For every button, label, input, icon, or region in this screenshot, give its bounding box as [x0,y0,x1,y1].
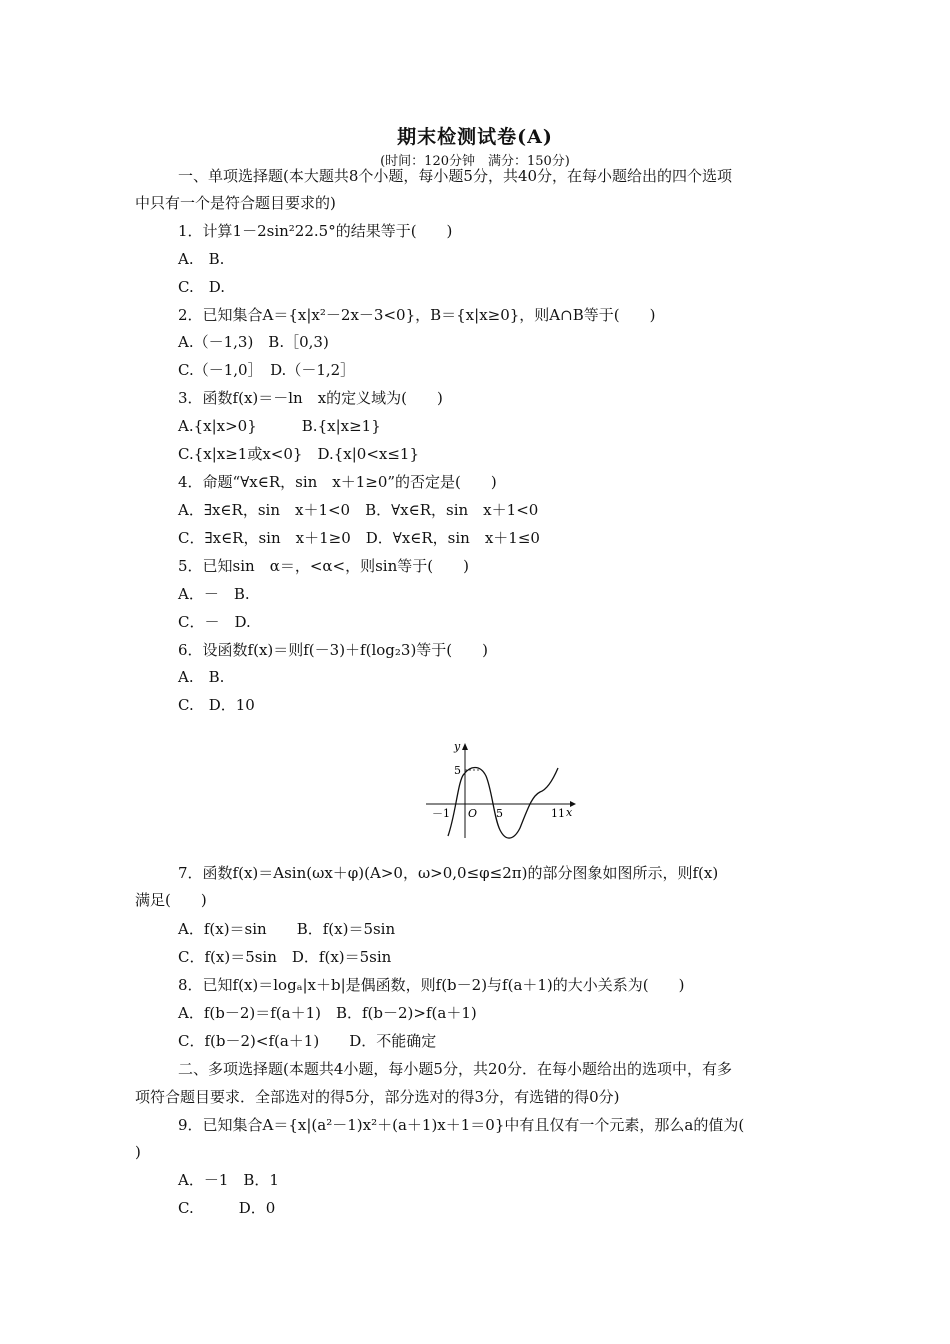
text-line: A．f(x)＝sin B．f(x)＝5sin [178,920,396,938]
graph-origin: O [468,807,478,820]
text-line: 9．已知集合A＝{x|(a²－1)x²＋(a＋1)x＋1＝0}中有且仅有一个元素，那么a的值为( [178,1116,745,1134]
graph-x-label: x [566,806,573,819]
text-line: C. D．0 [178,1199,276,1217]
text-line: A．－ B. [178,585,250,603]
text-line: A.（－1,3) B.［0,3) [178,333,329,351]
text-line: 2．已知集合A＝{x|x²－2x－3<0}，B＝{x|x≥0}，则A∩B等于( ) [178,306,656,324]
page-title: 期末检测试卷(A) [397,126,553,148]
graph-tick-5-y: 5 [454,764,461,777]
text-line: 中只有一个是符合题目要求的) [135,194,336,212]
text-line: C．∃x∈R，sin x＋1≥0 D．∀x∈R，sin x＋1≤0 [178,529,540,547]
text-line: C.（－1,0］ D.（－1,2］ [178,361,356,379]
text-line: A. B. [178,668,225,686]
text-line: 3．函数f(x)＝－ln x的定义域为( ) [178,389,443,407]
text-line: C. D. [178,278,225,296]
text-line: C．f(b－2)<f(a＋1) D．不能确定 [178,1032,437,1050]
text-line: 6．设函数f(x)＝则f(－3)＋f(log₂3)等于( ) [178,641,489,659]
text-line: 二、多项选择题(本题共4小题，每小题5分，共20分．在每小题给出的选项中，有多 [178,1060,733,1078]
text-line: A.{x|x>0} B.{x|x≥1} [178,417,381,435]
graph-y-label: y [454,740,461,753]
text-line: C. D．10 [178,696,255,714]
page-subtitle: (时间：120分钟 满分：150分) [380,154,570,169]
text-line: A. B. [178,250,225,268]
text-line: 1．计算1－2sin²22.5°的结果等于( ) [178,222,453,240]
text-line: C.{x|x≥1或x<0} D.{x|0<x≤1} [178,445,419,463]
text-line: 8．已知f(x)＝logₐ|x＋b|是偶函数，则f(b－2)与f(a＋1)的大小关系为( ) [178,976,685,994]
text-line: ) [135,1143,141,1161]
text-line: 项符合题目要求．全部选对的得5分，部分选对的得3分，有选错的得0分) [135,1088,620,1106]
text-line: A．－1 B．1 [178,1171,279,1189]
sine-graph-figure [420,738,580,840]
graph-tick-11: 11 [551,807,565,820]
text-line: 4．命题“∀x∈R，sin x＋1≥0”的否定是( ) [178,473,497,491]
text-line: 5．已知sin α＝，<α<，则sin等于( ) [178,557,469,575]
text-line: 7．函数f(x)＝Asin(ωx＋φ)(A>0，ω>0,0≤φ≤2π)的部分图象如图所示，则f(x) [178,864,719,882]
text-line: C．－ D. [178,613,251,631]
text-line: C．f(x)＝5sin D．f(x)＝5sin [178,948,392,966]
text-line: A．∃x∈R，sin x＋1<0 B．∀x∈R，sin x＋1<0 [178,501,539,519]
text-line: 一、单项选择题(本大题共8个小题，每小题5分，共40分，在每小题给出的四个选项 [178,167,733,185]
graph-tick-neg1: －1 [432,807,450,820]
text-line: A．f(b－2)＝f(a＋1) B．f(b－2)>f(a＋1) [178,1004,477,1022]
y-axis-arrow [462,743,468,750]
text-line: 满足( ) [135,891,207,909]
graph-tick-5-x: 5 [496,807,503,820]
